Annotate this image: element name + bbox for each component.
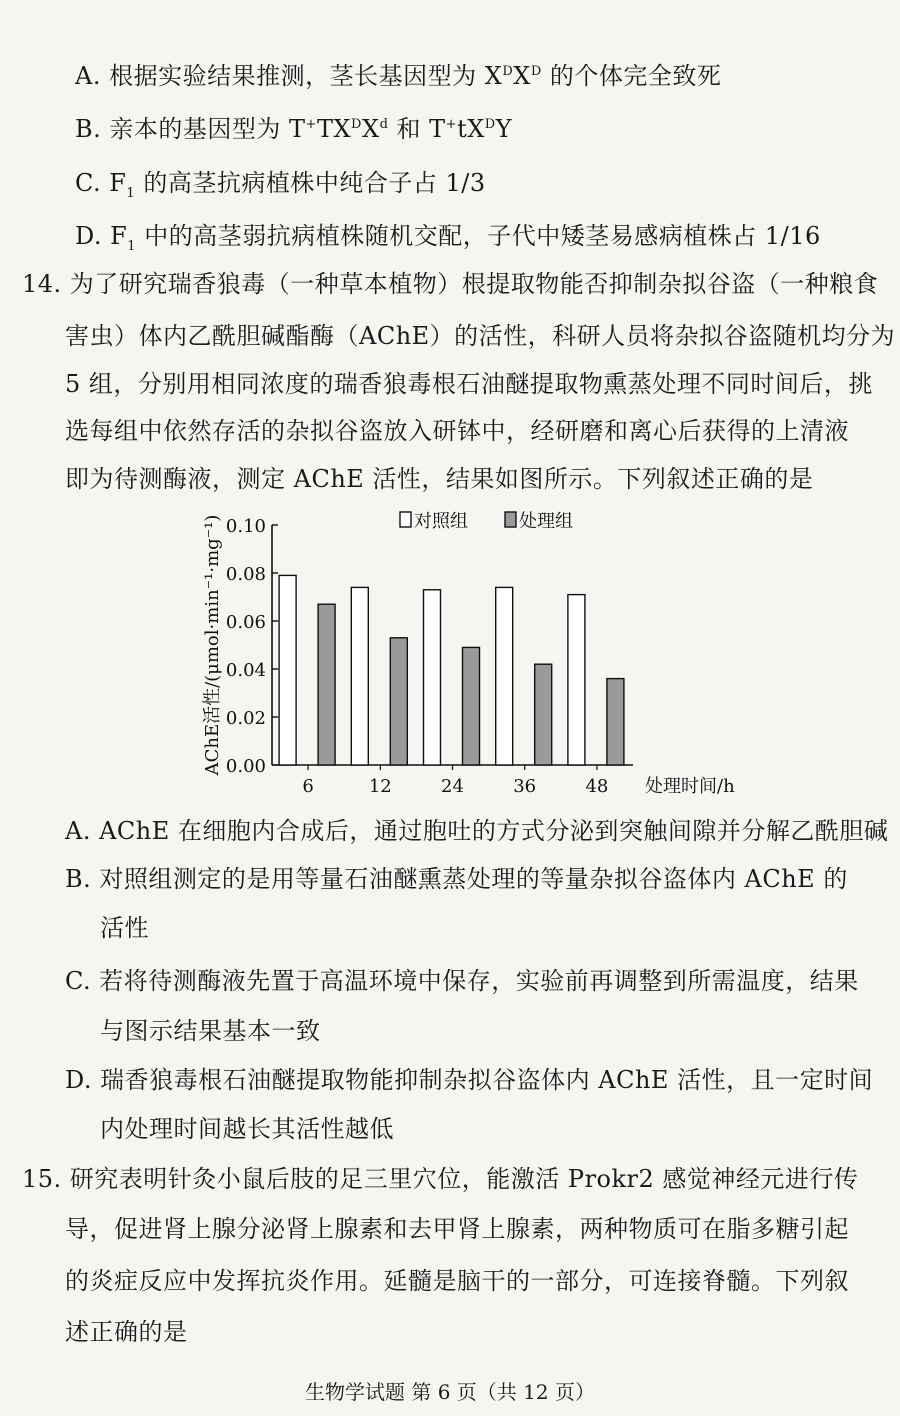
text: tX bbox=[457, 115, 485, 143]
bar-control bbox=[351, 587, 368, 765]
q14-stem-line-1: 14. 为了研究瑞香狼毒（一种草本植物）根提取物能否抑制杂拟谷盗（一种粮食 bbox=[22, 270, 879, 298]
ache-activity-bar-chart bbox=[190, 500, 790, 800]
y-tick-label: 0.02 bbox=[225, 708, 266, 729]
legend-label: 处理组 bbox=[519, 511, 573, 532]
q14-stem-line-4: 选每组中依然存活的杂拟谷盗放入研钵中，经研磨和离心后获得的上清液 bbox=[65, 417, 849, 445]
y-axis-label: AChE活性/(μmol·min⁻¹·mg⁻¹) bbox=[202, 514, 223, 776]
sub: 1 bbox=[127, 238, 137, 254]
q14-option-c: C. 若将待测酶液先置于高温环境中保存，实验前再调整到所需温度，结果 bbox=[65, 967, 859, 995]
bar-treatment bbox=[318, 604, 335, 765]
text: D. F bbox=[75, 222, 128, 250]
q15-stem-line-3: 的炎症反应中发挥抗炎作用。延髓是脑干的一部分，可连接脊髓。下列叙 bbox=[65, 1267, 849, 1295]
q14-option-b: B. 对照组测定的是用等量石油醚熏蒸处理的等量杂拟谷盗体内 AChE 的 bbox=[65, 865, 848, 893]
x-tick-label: 6 bbox=[302, 776, 314, 797]
x-axis-label: 处理时间/h bbox=[645, 776, 735, 797]
q13-option-a-text2: X bbox=[513, 62, 531, 90]
bar-treatment bbox=[535, 664, 552, 765]
text: X bbox=[361, 115, 380, 143]
sub: 1 bbox=[126, 185, 136, 201]
x-tick-label: 12 bbox=[368, 776, 392, 797]
q14-option-b-cont: 活性 bbox=[100, 914, 149, 942]
text: Y bbox=[495, 115, 513, 143]
q15-stem-line-4: 述正确的是 bbox=[65, 1318, 188, 1346]
x-tick-label: 36 bbox=[513, 776, 537, 797]
legend-label: 对照组 bbox=[414, 511, 468, 532]
bar-treatment bbox=[390, 638, 407, 765]
legend-swatch bbox=[505, 512, 516, 527]
x-tick-label: 24 bbox=[441, 776, 464, 797]
bar-treatment bbox=[607, 679, 624, 765]
q13-option-a-text3: 的个体完全致死 bbox=[541, 62, 722, 90]
q13-option-a bbox=[75, 60, 721, 92]
q14-stem-line-3: 5 组，分别用相同浓度的瑞香狼毒根石油醚提取物熏蒸处理不同时间后，挑 bbox=[65, 370, 873, 398]
sup: + bbox=[445, 117, 458, 132]
q14-option-d-cont: 内处理时间越长其活性越低 bbox=[100, 1115, 394, 1143]
text: TX bbox=[316, 115, 352, 143]
q14-option-d: D. 瑞香狼毒根石油醚提取物能抑制杂拟谷盗体内 AChE 活性，且一定时间 bbox=[65, 1066, 874, 1094]
y-tick-label: 0.08 bbox=[225, 564, 266, 585]
sup: D bbox=[502, 64, 514, 79]
q13-option-d bbox=[75, 220, 821, 252]
text: 的高茎抗病植株中纯合子占 1/3 bbox=[135, 169, 486, 197]
sup: D bbox=[484, 117, 496, 132]
y-tick-label: 0.10 bbox=[225, 516, 266, 537]
bar-control bbox=[568, 595, 585, 765]
sup: D bbox=[351, 117, 362, 132]
bar-treatment bbox=[463, 647, 480, 765]
q14-option-a: A. AChE 在细胞内合成后，通过胞吐的方式分泌到突触间隙并分解乙酰胆碱 bbox=[65, 817, 889, 845]
y-tick-label: 0.06 bbox=[225, 612, 266, 633]
bar-control bbox=[424, 590, 441, 765]
bar-control bbox=[496, 587, 513, 765]
sup: D bbox=[530, 64, 542, 79]
text: C. F bbox=[75, 169, 127, 197]
y-tick-label: 0.04 bbox=[225, 660, 266, 681]
q13-option-c bbox=[75, 167, 486, 199]
y-tick-label: 0.00 bbox=[225, 756, 266, 777]
sup: d bbox=[379, 117, 389, 132]
bar-control bbox=[279, 575, 296, 765]
x-tick-label: 48 bbox=[585, 776, 609, 797]
q15-stem-line-1: 15. 研究表明针灸小鼠后肢的足三里穴位，能激活 Prokr2 感觉神经元进行传 bbox=[22, 1165, 859, 1193]
q13-option-b bbox=[75, 113, 512, 145]
q13-option-a-text: A. 根据实验结果推测，茎长基因型为 X bbox=[75, 62, 503, 90]
q14-option-c-cont: 与图示结果基本一致 bbox=[100, 1017, 321, 1045]
q15-stem-line-2: 导，促进肾上腺分泌肾上腺素和去甲肾上腺素，两种物质可在脂多糖引起 bbox=[65, 1215, 849, 1243]
page-footer: 生物学试题 第 6 页（共 12 页） bbox=[305, 1380, 595, 1404]
text: 和 T bbox=[388, 115, 446, 143]
q14-stem-line-5: 即为待测酶液，测定 AChE 活性，结果如图所示。下列叙述正确的是 bbox=[65, 465, 814, 493]
q14-stem-line-2: 害虫）体内乙酰胆碱酯酶（AChE）的活性，科研人员将杂拟谷盗随机均分为 bbox=[65, 322, 896, 350]
q13-option-b-text: B. 亲本的基因型为 T bbox=[75, 115, 306, 143]
legend-swatch bbox=[400, 512, 411, 527]
text: 中的高茎弱抗病植株随机交配，子代中矮茎易感病植株占 1/16 bbox=[136, 222, 821, 250]
sup: + bbox=[305, 117, 317, 132]
